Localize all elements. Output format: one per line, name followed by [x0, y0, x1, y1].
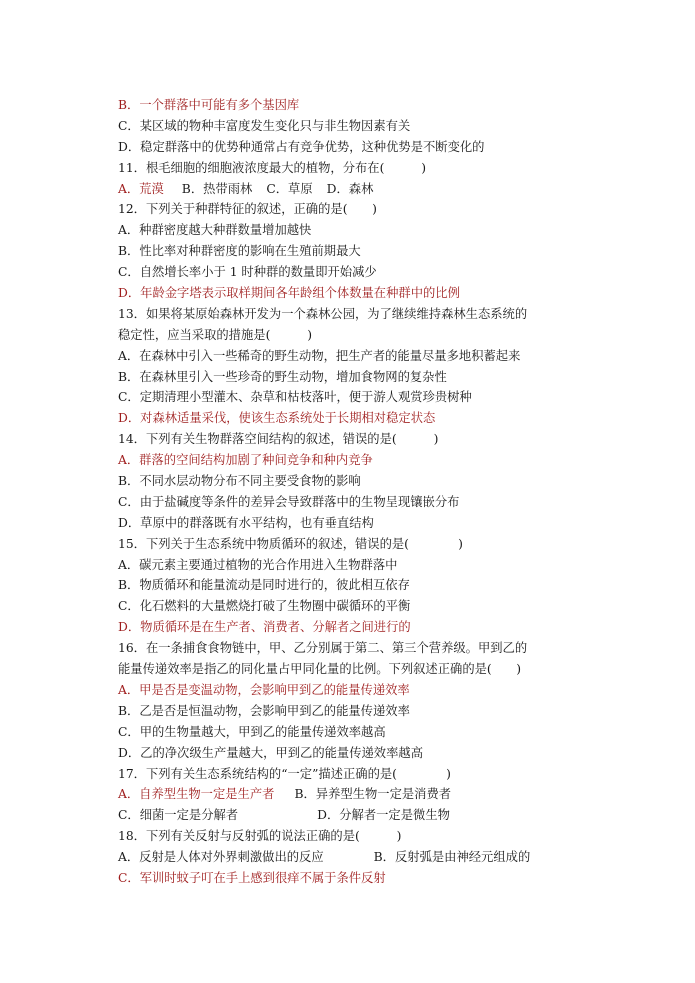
option-text: A．反射是人体对外界刺激做出的反应	[118, 850, 324, 865]
text-line: 16．在一条捕食食物链中，甲、乙分别属于第二、第三个营养级。甲到乙的	[118, 641, 528, 656]
option-row	[118, 805, 580, 826]
answer-line: D．年龄金字塔表示取样期间各年龄组个体数量在种群中的比例	[118, 286, 460, 301]
option-text: C．草原	[266, 181, 313, 196]
option-text: D．分解者一定是微生物	[317, 808, 450, 823]
option-row	[118, 179, 580, 200]
text-line: A．在森林中引入一些稀奇的野生动物，把生产者的能量尽量多地积蓄起来	[118, 348, 521, 363]
answer-line: D．对森林适量采伐，使该生态系统处于长期相对稳定状态	[118, 411, 436, 426]
text-line: C．定期清理小型灌木、杂草和枯枝落叶，便于游人观赏珍贵树种	[118, 390, 472, 405]
answer-option: A．荒漠	[118, 181, 164, 196]
option-text: D．森林	[326, 181, 374, 196]
text-line: A．种群密度越大种群数量增加越快	[118, 223, 312, 238]
text-line: D．乙的净次级生产量越大，甲到乙的能量传递效率越高	[118, 745, 423, 760]
option-text: C．细菌一定是分解者	[118, 808, 239, 823]
text-line: C．某区域的物种丰富度发生变化只与非生物因素有关	[118, 118, 411, 133]
text-line: 11．根毛细胞的细胞液浓度最大的植物，分布在( )	[118, 160, 427, 175]
text-line: 17．下列有关生态系统结构的“一定”描述正确的是( )	[118, 766, 451, 781]
answer-line: A．甲是否是变温动物，会影响甲到乙的能量传递效率	[118, 682, 410, 697]
text-line: 14．下列有关生物群落空间结构的叙述，错误的是( )	[118, 432, 439, 447]
option-text: B．反射弧是由神经元组成的	[373, 850, 531, 865]
text-line: A．碳元素主要通过植物的光合作用进入生物群落中	[118, 557, 398, 572]
option-row	[118, 784, 580, 805]
text-line: B．物质循环和能量流动是同时进行的，彼此相互依存	[118, 578, 410, 593]
answer-line: B．一个群落中可能有多个基因库	[118, 98, 300, 112]
text-line: 稳定性，应当采取的措施是( )	[118, 327, 313, 342]
answer-line: D．物质循环是在生产者、消费者、分解者之间进行的	[118, 620, 411, 635]
text-line: B．不同水层动物分布不同主要受食物的影响	[118, 474, 361, 489]
answer-option: A．自养型生物一定是生产者	[118, 787, 275, 802]
text-line: 18．下列有关反射与反射弧的说法正确的是( )	[118, 829, 402, 844]
text-line: 15．下列关于生态系统中物质循环的叙述，错误的是( )	[118, 536, 463, 551]
text-line: 12．下列关于种群特征的叙述，正确的是( )	[118, 202, 377, 217]
text-line: C．由于盐碱度等条件的差异会导致群落中的生物呈现镶嵌分布	[118, 494, 460, 509]
option-row	[118, 847, 580, 868]
text-line: C．化石燃料的大量燃烧打破了生物圈中碳循环的平衡	[118, 599, 411, 614]
text-line: D．稳定群落中的优势种通常占有竞争优势，这种优势是不断变化的	[118, 139, 485, 154]
option-text: B．异养型生物一定是消费者	[294, 787, 452, 802]
text-line: B．性比率对种群密度的影响在生殖前期最大	[118, 244, 361, 259]
text-line: 能量传递效率是指乙的同化量占甲同化量的比例。下列叙述正确的是( )	[118, 662, 522, 677]
text-line: 13．如果将某原始森林开发为一个森林公园，为了继续维持森林生态系统的	[118, 306, 528, 321]
option-text: B．热带雨林	[181, 181, 253, 196]
text-line: B．乙是否是恒温动物，会影响甲到乙的能量传递效率	[118, 703, 410, 718]
text-line: C．自然增长率小于 1 时种群的数量即开始减少	[118, 265, 377, 280]
answer-line: C．军训时蚊子叮在手上感到很痒不属于条件反射	[118, 870, 386, 885]
text-line: B．在森林里引入一些珍奇的野生动物，增加食物网的复杂性	[118, 369, 447, 384]
question-list	[118, 95, 580, 889]
text-line: D．草原中的群落既有水平结构，也有垂直结构	[118, 515, 374, 530]
answer-line: A．群落的空间结构加剧了种间竞争和种内竞争	[118, 453, 373, 468]
text-line: C．甲的生物量越大，甲到乙的能量传递效率越高	[118, 724, 386, 739]
